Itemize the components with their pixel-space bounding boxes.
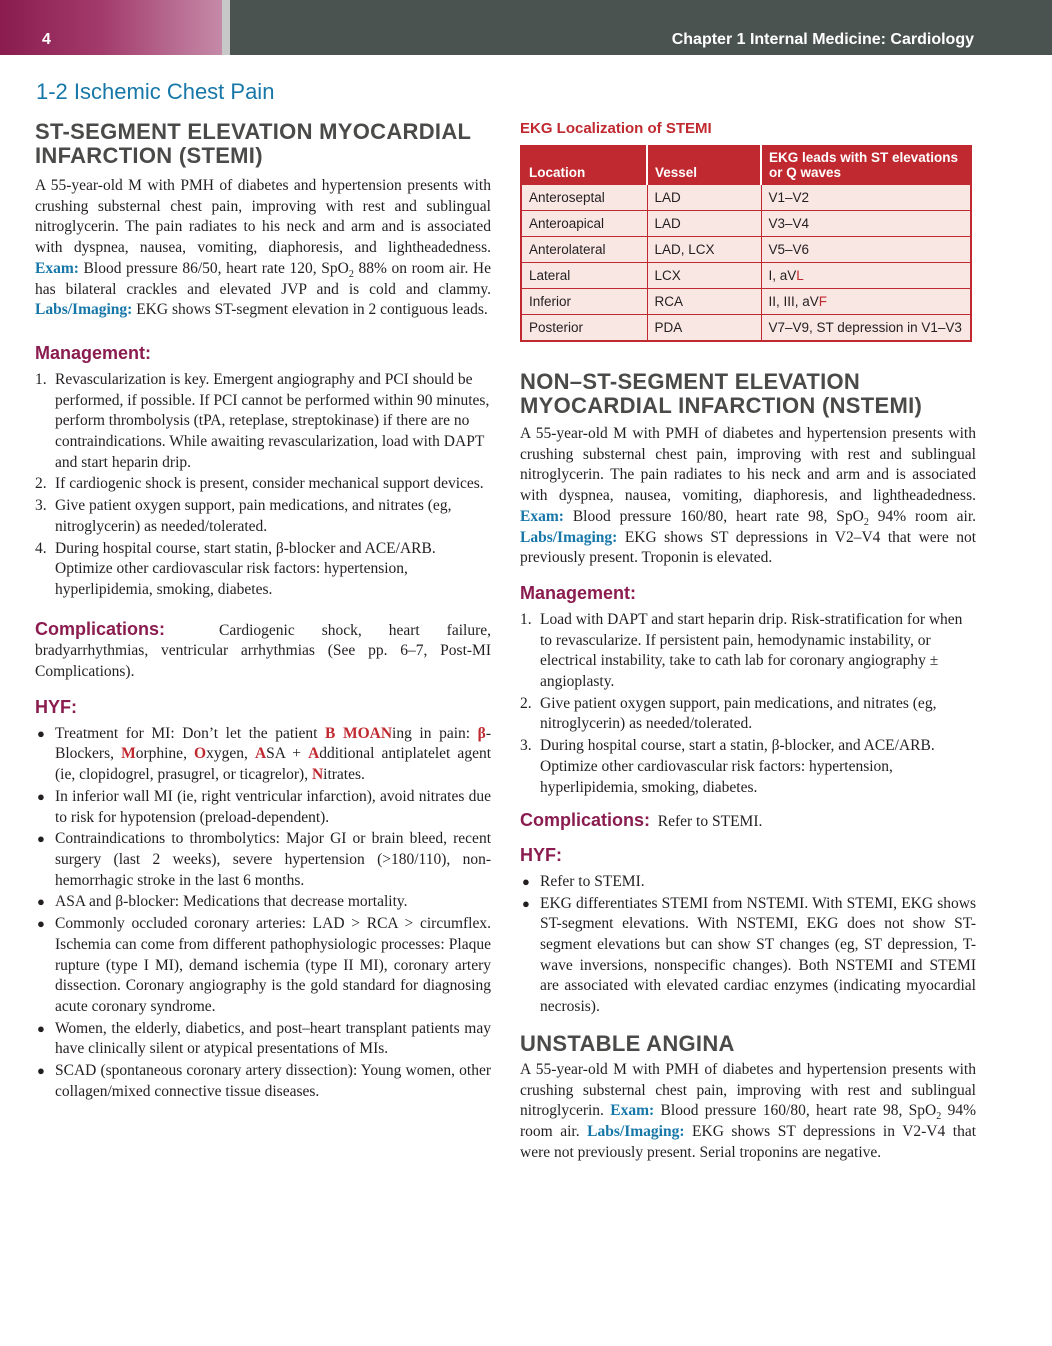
spo2-subscript: 2 — [863, 516, 869, 528]
table-cell-location: Inferior — [521, 289, 647, 315]
table-cell-leads: V5–V6 — [761, 237, 971, 263]
mnemonic-letter: M — [121, 745, 136, 763]
hyf-text: EKG differentiates STEMI from NSTEMI. With STEMI, EKG shows ST-segment elevations. With NSTEMI, EKG does not show ST-segment elevations but can show ST changes (eg, ST depression, T-wave inversions, nonspecific changes). Both NSTEMI and STEMI are associated with elevated cardiac enzymes (indicating myocardial necrosis). — [540, 894, 976, 1016]
mnemonic-letter: β — [477, 724, 486, 742]
nstemi-complications-text: Refer to STEMI. — [657, 813, 763, 831]
table-cell-location: Posterior — [521, 315, 647, 342]
mnemonic-letter: A — [308, 745, 320, 763]
stemi-exam-label: Exam: — [35, 259, 79, 277]
stemi-heading-line2: INFARCTION (STEMI) — [35, 143, 263, 168]
stemi-management-title: Management: — [35, 342, 152, 363]
item-number: 4. — [35, 539, 47, 557]
table-row — [521, 211, 971, 237]
nstemi-complications-label: Complications: — [520, 810, 651, 831]
item-number: 1. — [520, 610, 532, 628]
stemi-hyf-title: HYF: — [35, 696, 77, 717]
item-number: 2. — [520, 694, 532, 712]
stemi-heading — [35, 120, 491, 168]
table-cell-leads — [761, 263, 971, 289]
bullet-icon: ● — [37, 725, 45, 741]
nstemi-heading-line1: NON–ST-SEGMENT ELEVATION — [520, 369, 861, 394]
mnemonic-text: ing in pain: — [392, 724, 478, 742]
table-cell-location: Anterolateral — [521, 237, 647, 263]
table-header-location: Location — [521, 146, 647, 185]
nstemi-hyf-title: HYF: — [520, 844, 562, 865]
table-cell-leads: V3–V4 — [761, 211, 971, 237]
lead-highlight: L — [796, 268, 804, 283]
table-row — [521, 263, 971, 289]
bullet-icon: ● — [37, 1020, 45, 1036]
stemi-case — [35, 176, 491, 321]
management-item — [520, 694, 976, 735]
unstable-labs-label: Labs/Imaging: — [587, 1122, 685, 1140]
stemi-complications — [35, 619, 491, 683]
management-item — [35, 370, 491, 474]
table-cell-leads — [761, 289, 971, 315]
item-text: Give patient oxygen support, pain medications, and nitrates (eg, nitroglycerin) as needed/tolerated. — [540, 694, 937, 733]
stemi-exam-text: Blood pressure 86/50, heart rate 120, SpO — [83, 259, 349, 277]
chapter-title: Chapter 1 Internal Medicine: Cardiology — [671, 31, 974, 48]
item-number: 3. — [35, 497, 47, 515]
table-cell-vessel: PDA — [647, 315, 761, 342]
management-item — [520, 736, 976, 798]
hyf-text: SCAD (spontaneous coronary artery dissection): Young women, other collagen/mixed connective tissue diseases. — [55, 1062, 491, 1100]
hyf-text: In inferior wall MI (ie, right ventricular infarction), avoid nitrates due to risk for hypotension (preload-dependent). — [55, 787, 491, 826]
table-cell-vessel: LAD, LCX — [647, 237, 761, 263]
nstemi-complications — [520, 810, 976, 833]
unstable-angina-heading: UNSTABLE ANGINA — [520, 1030, 735, 1056]
hyf-item — [35, 892, 491, 913]
table-header-leads: EKG leads with ST elevations or Q waves — [761, 146, 971, 185]
hyf-text: Contraindications to thrombolytics: Major GI or brain bleed, recent surgery (last 2 weeks), severe hypertension (>180/110), non-hemorrhagic stroke in the last 6 months. — [55, 830, 491, 889]
table-row — [521, 185, 971, 211]
stemi-labs-text: EKG shows ST-segment elevation in 2 contiguous leads. — [136, 301, 488, 319]
hyf-text: Refer to STEMI. — [540, 872, 645, 890]
stemi-hyf-list — [35, 724, 491, 1103]
management-item — [520, 610, 976, 693]
hyf-mnemonic-item — [35, 724, 491, 786]
mnemonic-text: -Blockers, — [55, 724, 491, 763]
hyf-item — [35, 1019, 491, 1060]
hyf-text: Women, the elderly, diabetics, and post–heart transplant patients may have clinically silent or atypical presentations of MIs. — [55, 1019, 491, 1058]
item-number: 1. — [35, 370, 47, 388]
management-item — [35, 496, 491, 537]
mnemonic-text: Treatment for MI: Don’t let the patient — [55, 724, 326, 742]
stemi-labs-label: Labs/Imaging: — [35, 301, 133, 319]
stemi-exam-text-2: 88% on room air. He has bilateral crackles and elevated JVP and is cold and clammy. — [35, 259, 492, 298]
management-item — [35, 539, 491, 601]
nstemi-heading-line2: MYOCARDIAL INFARCTION (NSTEMI) — [520, 393, 923, 418]
mnemonic-text: itrates. — [323, 766, 365, 784]
nstemi-exam-text: Blood pressure 160/80, heart rate 98, SpO — [572, 507, 864, 525]
header-accent-bar — [0, 0, 222, 55]
nstemi-labs-label: Labs/Imaging: — [520, 528, 618, 546]
hyf-item — [35, 787, 491, 828]
table-row — [521, 237, 971, 263]
table-cell-vessel: LAD — [647, 185, 761, 211]
mnemonic-letter: A — [254, 745, 267, 763]
item-text: Give patient oxygen support, pain medications, and nitrates (eg, nitroglycerin) as needed/tolerated. — [55, 497, 452, 535]
nstemi-case-text: A 55-year-old M with PMH of diabetes and hypertension presents with crushing substernal chest pain, improving with rest and sublingual nitroglycerin. The pain radiates to his neck and arm and is associated with dyspnea, nausea, vomiting, diaphoresis, and lightheadedness. — [520, 425, 976, 505]
table-cell-location: Anteroapical — [521, 211, 647, 237]
nstemi-heading — [520, 370, 976, 418]
hyf-item — [35, 914, 491, 1018]
unstable-labs-text: EKG shows ST depressions in V2-V4 that were not previously present. Serial troponins are negative. — [520, 1122, 977, 1161]
table-cell-leads: V1–V2 — [761, 185, 971, 211]
bullet-icon: ● — [37, 916, 45, 932]
mnemonic-letter: N — [311, 766, 324, 784]
nstemi-hyf-list — [520, 872, 976, 1018]
hyf-item — [35, 1061, 491, 1102]
table-cell-location: Lateral — [521, 263, 647, 289]
table-row — [521, 315, 971, 342]
mnemonic-text: xygen, — [206, 745, 255, 763]
spo2-subscript: 2 — [936, 1111, 942, 1123]
item-text: Load with DAPT and start heparin drip. Risk-stratification for when to revascularize. If persistent pain, hemodynamic instability, or electrical instability, take to cath lab for coronary angiography ± angioplasty. — [540, 610, 963, 691]
item-number: 3. — [520, 737, 532, 755]
mnemonic-letter: O — [194, 745, 207, 763]
mnemonic-letter: B — [325, 724, 336, 742]
lead-text: II, III, aV — [768, 294, 819, 309]
unstable-case — [520, 1060, 976, 1164]
stemi-management-list — [35, 370, 491, 601]
nstemi-exam-label: Exam: — [520, 507, 564, 525]
table-cell-location: Anteroseptal — [521, 185, 647, 211]
lead-text: I, aV — [768, 268, 797, 283]
item-text: During hospital course, start statin, β-blocker and ACE/ARB. Optimize other cardiovascular risk factors: hypertension, hyperlipidemia, smoking, diabetes. — [55, 539, 436, 598]
table-cell-vessel: LAD — [647, 211, 761, 237]
bullet-icon: ● — [522, 895, 530, 911]
bullet-icon: ● — [37, 831, 45, 847]
hyf-text: Commonly occluded coronary arteries: LAD > RCA > circumflex. Ischemia can come from different pathophysiologic processes: Plaque rupture (type I MI), demand ischemia (type II MI), coronary artery dissection. Coronary angiography is the gold standard for diagnosing acute coronary syndrome. — [55, 915, 491, 1015]
mnemonic-text: dditional antiplatelet agent (ie, clopidogrel, prasugrel, or ticagrelor), — [55, 745, 492, 784]
page-number: 4 — [42, 31, 51, 48]
section-title: 1-2 Ischemic Chest Pain — [36, 79, 275, 104]
stemi-complications-text: Cardiogenic shock, heart failure, bradyarrhythmias, ventricular arrhythmias (See pp. 6–7, Post-MI Complications). — [35, 621, 492, 681]
ekg-localization-table — [520, 145, 972, 342]
hyf-item — [35, 829, 491, 891]
spo2-subscript: 2 — [348, 268, 354, 280]
unstable-exam-label: Exam: — [610, 1102, 655, 1120]
hyf-item — [520, 872, 976, 893]
stemi-case-text: A 55-year-old M with PMH of diabetes and hypertension presents with crushing substernal chest pain, improving with rest and sublingual nitroglycerin. The pain radiates to his neck and arm and is associated with dyspnea, nausea, vomiting, diaphoresis, and lightheadedness. — [35, 177, 491, 257]
item-text: Revascularization is key. Emergent angiography and PCI should be performed, if possible. If PCI cannot be performed within 90 minutes, perform thrombolysis (tPA, reteplase, streptokinase) if there are no contraindications. While awaiting revascularization, load with DAPT and start heparin drip. — [55, 370, 490, 471]
table-row — [521, 289, 971, 315]
left-column — [35, 120, 491, 1103]
header-divider — [222, 0, 230, 55]
stemi-complications-label: Complications: — [35, 618, 166, 639]
table-header-vessel: Vessel — [647, 146, 761, 185]
table-cell-vessel: RCA — [647, 289, 761, 315]
mnemonic-text: SA + — [266, 745, 309, 763]
bullet-icon: ● — [522, 873, 530, 889]
mnemonic-letter: MOAN — [342, 724, 393, 742]
hyf-text: ASA and β-blocker: Medications that decrease mortality. — [55, 893, 408, 911]
item-number: 2. — [35, 475, 47, 493]
stemi-heading-line1: ST-SEGMENT ELEVATION MYOCARDIAL — [35, 119, 472, 144]
bullet-icon: ● — [37, 1063, 45, 1079]
table-cell-vessel: LCX — [647, 263, 761, 289]
nstemi-exam-text-2: 94% room air. — [868, 507, 977, 525]
unstable-exam-text: Blood pressure 160/80, heart rate 98, SpO — [660, 1102, 937, 1120]
management-item — [35, 474, 491, 495]
nstemi-management-title: Management: — [520, 582, 637, 603]
ekg-table-caption: EKG Localization of STEMI — [520, 120, 712, 137]
right-column — [520, 120, 976, 1163]
nstemi-case — [520, 424, 976, 569]
unstable-case-text: A 55-year-old M with PMH of diabetes and hypertension presents with crushing substernal chest pain, improving with rest and sublingual nitroglycerin. — [520, 1060, 976, 1120]
lead-highlight: F — [818, 294, 828, 309]
table-cell-leads: V7–V9, ST depression in V1–V3 — [761, 315, 971, 342]
hyf-item — [520, 894, 976, 1018]
unstable-exam-text-2: 94% room air. — [520, 1102, 976, 1140]
bullet-icon: ● — [37, 788, 45, 804]
nstemi-management-list — [520, 610, 976, 798]
item-text: If cardiogenic shock is present, consider mechanical support devices. — [55, 475, 484, 493]
nstemi-labs-text: EKG shows ST depressions in V2–V4 that were not previously present. Troponin is elevated. — [520, 528, 976, 567]
mnemonic-text: orphine, — [135, 745, 195, 763]
bullet-icon: ● — [37, 894, 45, 910]
item-text: During hospital course, start a statin, β-blocker, and ACE/ARB. Optimize other cardiovascular risk factors: hypertension, hyperlipidemia, smoking, diabetes. — [540, 737, 935, 796]
